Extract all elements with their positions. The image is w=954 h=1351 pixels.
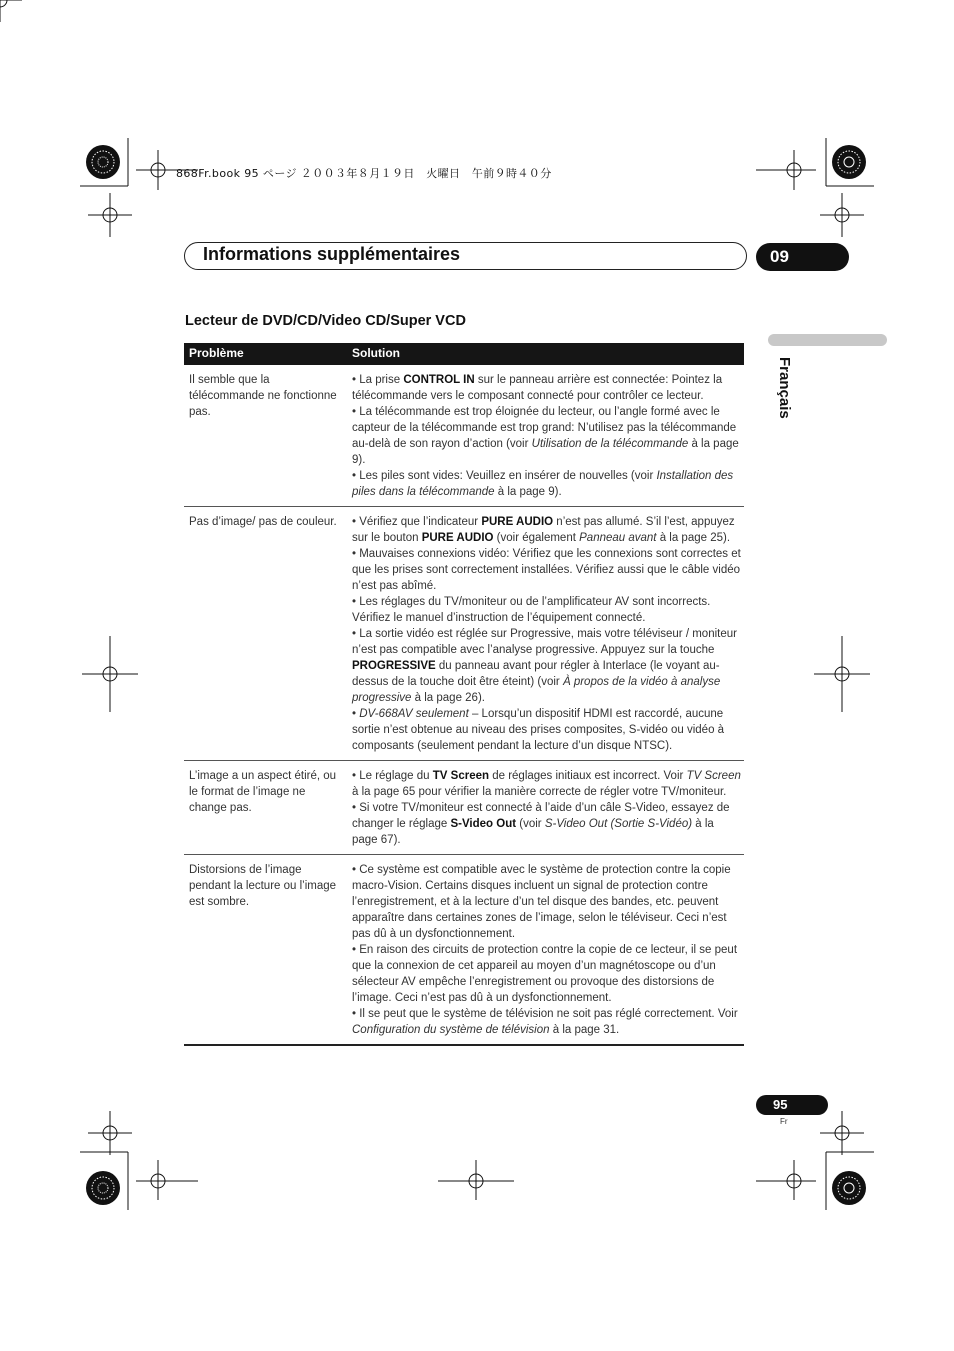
- table-header: [184, 343, 744, 365]
- table-row: [184, 854, 744, 1044]
- table-row: [184, 365, 744, 506]
- section-title: Lecteur de DVD/CD/Video CD/Super VCD: [185, 313, 466, 329]
- solution-cell: [347, 761, 744, 854]
- column-header-problem: Problème: [189, 346, 244, 360]
- language-tab-label: Français: [776, 357, 793, 419]
- problem-cell: Pas d’image/ pas de couleur.: [189, 516, 337, 528]
- solution-bullet: • Les piles sont vides: Veuillez en insérer de nouvelles (voir Installation des piles dans la télécommande à la page 9).: [352, 470, 734, 498]
- chapter-badge: 09: [756, 243, 849, 271]
- problem-cell: Il semble que la télécommande ne fonctionne pas.: [189, 374, 337, 418]
- solution-cell: [347, 855, 744, 1044]
- table-row: [184, 506, 744, 760]
- print-info-line: 868Fr.book 95 ページ ２００３年８月１９日 火曜日 午前９時４０分: [176, 167, 552, 180]
- solution-bullet: • Mauvaises connexions vidéo: Vérifiez que les connexions sont correctes et que les prises sont correctement installées. Vérifiez aussi que le câble vidéo n’est pas abîmé.: [352, 548, 741, 592]
- table-bottom-rule: [184, 1044, 744, 1046]
- solution-bullet: • La télécommande est trop éloignée du lecteur, ou l’angle formé avec le capteur de la télécommande est trop grand: N’utilisez pas la télécommande au-delà de son rayon d’action (voir Utilisation de la télécommande à la page 9).: [352, 406, 739, 466]
- solution-bullet: • Si votre TV/moniteur est connecté à l’aide d’un câle S-Video, essayez de changer le réglage S-Video Out (voir S-Video Out (Sortie S-Vidéo) à la page 67).: [352, 802, 730, 846]
- solution-bullet: • Ce système est compatible avec le système de protection contre la copie macro-Vision. Certains disques incluent un signal de protection contre l’enregistrement, et à la lecture d’un tel disque des bandes, etc. peuvent apparaître dans certaines zones de l’image, selon le téléviseur. Ceci n’est pas dû à un dysfonctionnement.: [352, 864, 731, 940]
- solution-bullet: • Il se peut que le système de télévision ne soit pas réglé correctement. Voir Configuration du système de télévision à la page 31.: [352, 1008, 738, 1036]
- solution-cell: [347, 507, 744, 760]
- solution-cell: [347, 365, 744, 506]
- solution-bullet: • DV-668AV seulement – Lorsqu’un dispositif HDMI est raccordé, aucune sortie n’est obtenue au niveau des prises composites, S-vidéo ou vidéo à composants (seulement pendant la lecture d’un disque NTSC).: [352, 708, 725, 752]
- page-language-code: Fr: [780, 1117, 788, 1126]
- language-tab-bar: [768, 334, 887, 346]
- solution-bullet: • Le réglage du TV Screen de réglages initiaux est incorrect. Voir TV Screen à la page 65 pour vérifier la manière correcte de régler votre TV/moniteur.: [352, 770, 741, 798]
- solution-bullet: • Vérifiez que l’indicateur PURE AUDIO n’est pas allumé. S’il l’est, appuyez sur le bouton PURE AUDIO (voir également Panneau avant à la page 25).: [352, 516, 735, 544]
- page-number: 95: [756, 1095, 828, 1115]
- solution-bullet: • La sortie vidéo est réglée sur Progressive, mais votre téléviseur / moniteur n’est pas compatible avec l’analyse progressive. Appuyez sur la touche PROGRESSIVE du panneau avant pour régler à Interlace (le voyant au-dessus de la touche doit être éteint) (voir À propos de la vidéo à analyse progressive à la page 26).: [352, 628, 737, 704]
- table-row: [184, 760, 744, 854]
- column-header-solution: Solution: [352, 346, 400, 360]
- problem-cell: Distorsions de l’image pendant la lecture ou l’image est sombre.: [189, 864, 337, 908]
- page-title: Informations supplémentaires: [203, 244, 461, 264]
- solution-bullet: • En raison des circuits de protection contre la copie de ce lecteur, il se peut que la connexion de cet appareil au moyen d’un magnétoscope ou d’un sélecteur AV empêche l’enregistrement ou provoque des distorsions de l’image. Ceci n’est pas dû à un dysfonctionnement.: [352, 944, 738, 1004]
- solution-bullet: • La prise CONTROL IN sur le panneau arrière est connectée: Pointez la télécommande vers le composant connecté pour contrôler ce lecteur.: [352, 374, 723, 402]
- solution-bullet: • Les réglages du TV/moniteur ou de l’amplificateur AV sont incorrects. Vérifiez le manuel d’instruction de l’équipement connecté.: [352, 596, 711, 624]
- problem-cell: L’image a un aspect étiré, ou le format de l’image ne change pas.: [189, 770, 337, 814]
- troubleshooting-table: [184, 343, 744, 1046]
